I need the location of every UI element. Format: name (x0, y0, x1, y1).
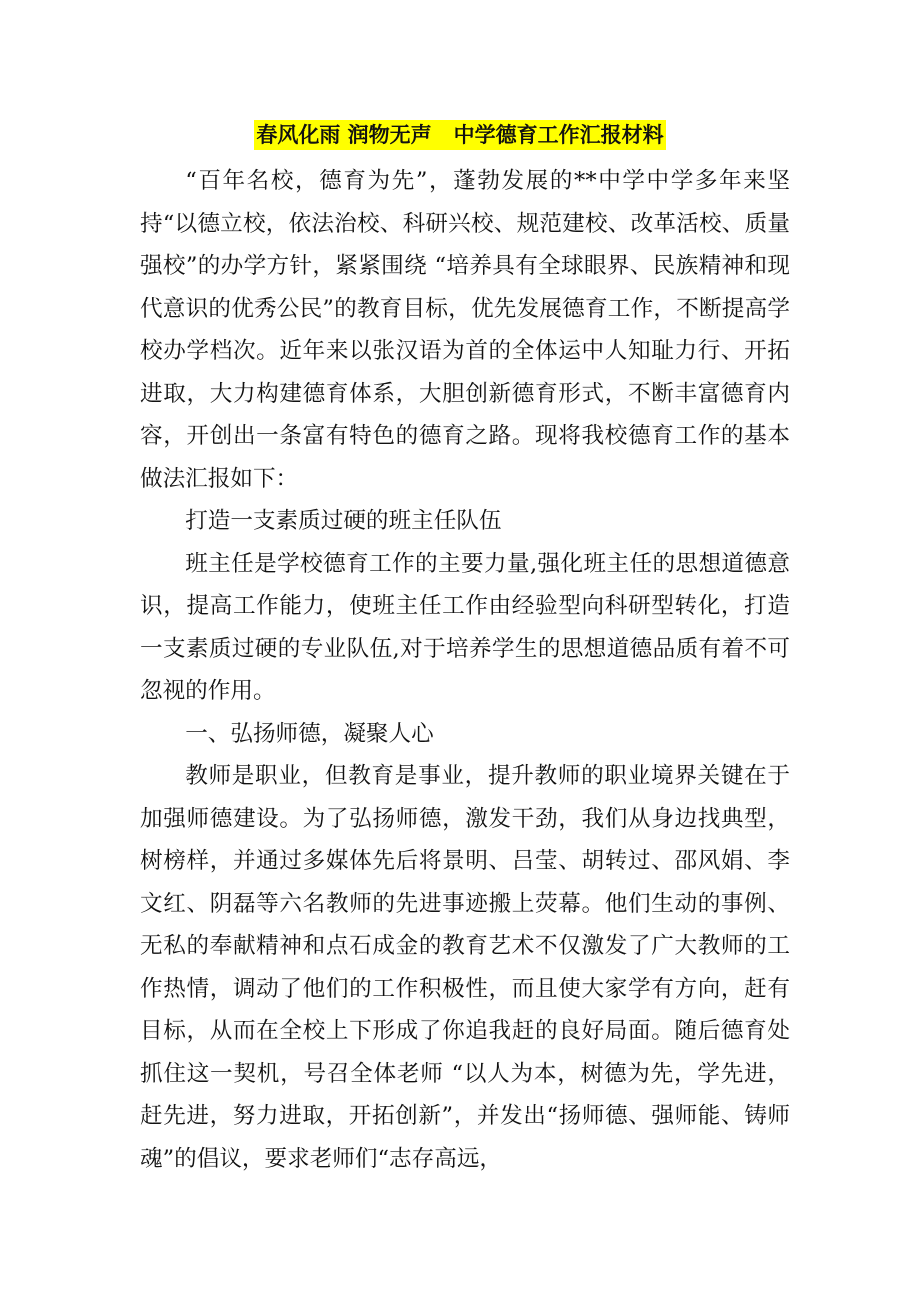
document-title: 春风化雨 润物无声 中学德育工作汇报材料 (254, 120, 665, 150)
title-container (0, 120, 920, 150)
paragraph-team: 班主任是学校德育工作的主要力量,强化班主任的思想道德意识，提高工作能力，使班主任工作由经验型向科研型转化，打造一支素质过硬的专业队伍,对于培养学生的思想道德品质有着不可忽视的作用。 (140, 550, 790, 704)
paragraph-intro: “百年名校，德育为先”，蓬勃发展的**中学中学多年来坚持“以德立校，依法治校、科研兴校、规范建校、改革活校、质量强校”的办学方针，紧紧围绕 “培养具有全球眼界、民族精神和现代意识的优秀公民”的教育目标，优先发展德育工作，不断提高学校办学档次。近年来以张汉语为首的全体运中人知耻力行、开拓进取，大力构建德育体系，大胆创新德育形式，不断丰富德育内容，开创出一条富有特色的德育之路。现将我校德育工作的基本做法汇报如下： (140, 168, 790, 492)
paragraph-ethics: 教师是职业，但教育是事业，提升教师的职业境界关键在于加强师德建设。为了弘扬师德，激发干劲，我们从身边找典型，树榜样，并通过多媒体先后将景明、吕莹、胡转过、邵风娟、李文红、阴磊等六名教师的先进事迹搬上荧幕。他们生动的事例、无私的奉献精神和点石成金的教育艺术不仅激发了广大教师的工作热情，调动了他们的工作积极性，而且使大家学有方向，赶有目标，从而在全校上下形成了你追我赶的良好局面。随后德育处抓住这一契机，号召全体老师 “以人为本，树德为先，学先进，赶先进，努力进取，开拓创新”，并发出“扬师德、强师能、铸师魂”的倡议，要求老师们“志存高远， (140, 763, 790, 1172)
document-body (140, 160, 790, 1180)
section-heading-team: 打造一支素质过硬的班主任队伍 (185, 508, 502, 534)
subsection-heading-ethics: 一、弘扬师德，凝聚人心 (185, 720, 434, 747)
